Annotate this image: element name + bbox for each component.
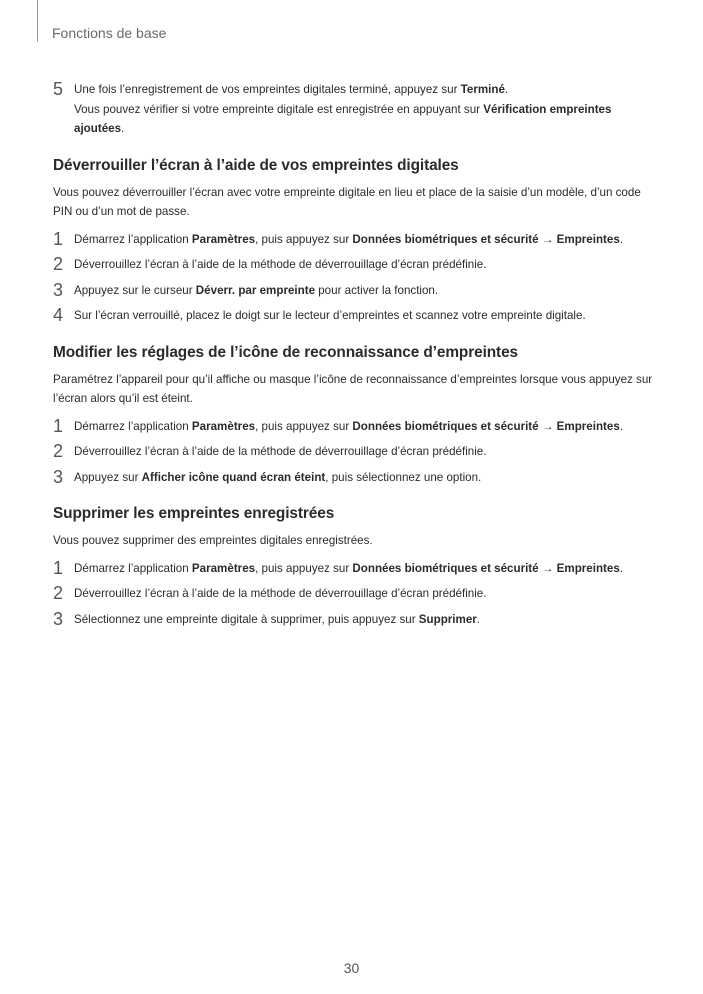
step-4 [53,306,653,326]
step-text: Déverrouillez l’écran à l’aide de la méthode de déverrouillage d’écran prédéfinie. [74,258,487,271]
arrow-icon: → [538,419,557,433]
step-2 [53,584,653,604]
step-text: Sur l’écran verrouillé, placez le doigt sur le lecteur d’empreintes et scannez votre empreinte digitale. [74,309,586,322]
page-number: 30 [343,960,360,976]
step-text: Appuyez sur Afficher icône quand écran éteint, puis sélectionnez une option. [74,470,482,484]
section-title: Supprimer les empreintes enregistrées [53,505,335,522]
step-text: Sélectionnez une empreinte digitale à supprimer, puis appuyez sur Supprimer. [74,612,481,626]
step-text: Déverrouillez l’écran à l’aide de la méthode de déverrouillage d’écran prédéfinie. [74,587,487,600]
page-content [53,80,653,635]
running-header: Fonctions de base [52,25,167,41]
step-text: Déverrouillez l’écran à l’aide de la méthode de déverrouillage d’écran prédéfinie. [74,445,487,458]
section-intro: Vous pouvez supprimer des empreintes digitales enregistrées. [53,534,373,547]
step-2 [53,442,653,462]
arrow-icon: → [538,561,557,575]
step-note: Vous pouvez vérifier si votre empreinte digitale est enregistrée en appuyant sur Vérification empreintes ajoutées. [74,102,612,135]
step-number: 1 [53,228,64,249]
step-number: 3 [53,279,64,300]
step-3 [53,610,653,630]
step-2 [53,255,653,275]
section-title: Déverrouiller l’écran à l’aide de vos empreintes digitales [53,156,459,174]
step-number: 4 [53,305,64,325]
step-number: 2 [53,254,64,274]
section-intro: Paramétrez l’appareil pour qu’il affiche ou masque l’icône de reconnaissance d’empreintes lorsque vous appuyez sur l’écran alors qu’il est éteint. [53,372,653,405]
step-text: Démarrez l’application Paramètres, puis appuyez sur Données biométriques et sécurité → Empreintes. [74,561,624,575]
step-text: Démarrez l’application Paramètres, puis appuyez sur Données biométriques et sécurité → Empreintes. [74,232,624,246]
section-delete [53,505,653,629]
step-text: Démarrez l’application Paramètres, puis appuyez sur Données biométriques et sécurité → Empreintes. [74,419,624,433]
step-text: Une fois l’enregistrement de vos empreintes digitales terminé, appuyez sur Terminé. [74,83,509,96]
step-number: 1 [53,557,64,578]
step-3 [53,281,653,301]
section-icon-settings [53,344,653,488]
step-5 [53,80,653,139]
step-text: Appuyez sur le curseur Déverr. par empreinte pour activer la fonction. [74,283,439,297]
step-1 [53,559,653,579]
step-number: 2 [53,583,64,603]
header-divider [37,0,38,42]
step-3 [53,468,653,488]
step-number: 3 [53,466,64,487]
arrow-icon: → [538,232,557,246]
section-title: Modifier les réglages de l’icône de reconnaissance d’empreintes [53,343,518,361]
step-1 [53,417,653,437]
step-number: 2 [53,441,64,461]
step-number: 1 [53,415,64,436]
section-unlock [53,157,653,326]
step-number: 5 [53,79,64,99]
section-intro: Vous pouvez déverrouiller l’écran avec votre empreinte digitale en lieu et place de la saisie d’un modèle, d’un code PIN ou d’un mot de passe. [53,185,641,218]
step-number: 3 [53,608,64,629]
step-1 [53,230,653,250]
